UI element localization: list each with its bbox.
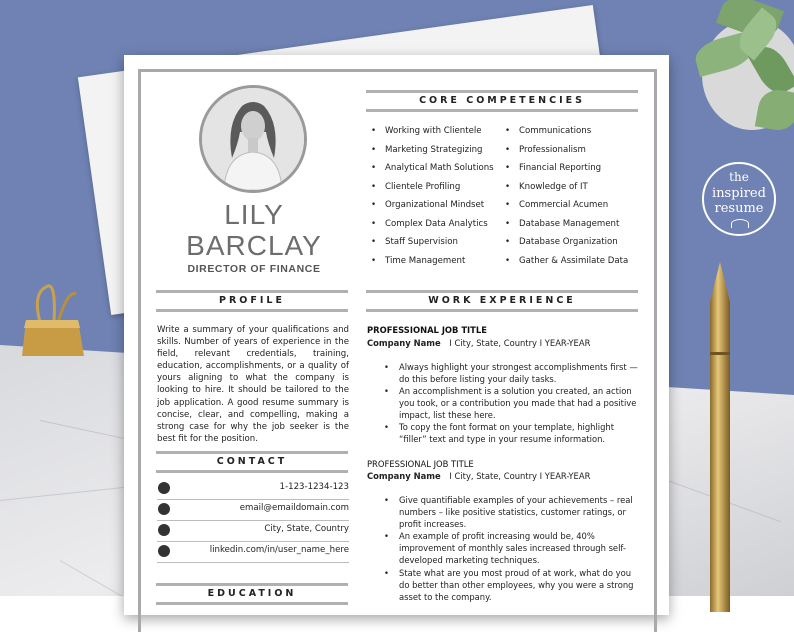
contact-email-row [157,500,349,521]
brand-logo-line1: the [729,170,749,184]
job-company-line [367,338,590,348]
education-heading: EDUCATION [156,583,348,605]
competency-item: • Database Organization [519,237,618,247]
gold-pen [707,262,733,612]
competency-item: • Staff Supervision [385,237,458,247]
competency-item: • Analytical Math Solutions [385,163,494,173]
contact-location-row [157,521,349,542]
linkedin-icon [158,545,170,557]
profile-photo [199,85,307,193]
candidate-first-name: LILY [224,199,284,230]
brand-logo-line2: inspired [712,186,766,201]
job-details: I City, State, Country I YEAR-YEAR [449,338,591,348]
competency-item: • Time Management [385,256,465,266]
job-title: PROFESSIONAL JOB TITLE [367,459,474,469]
contact-phone: 1-123-1234-123 [279,482,349,492]
competency-item: • Commercial Acumen [519,200,608,210]
work-experience-heading: WORK EXPERIENCE [366,290,638,312]
job-company: Company Name [367,338,441,348]
job-bullet: • To copy the font format on your template, highlight “filler” text and type in your resume information. [399,422,639,446]
competency-item: • Gather & Assimilate Data [519,256,628,266]
lotus-icon [731,219,749,228]
competency-item: • Professionalism [519,145,586,155]
job-bullet: • Always highlight your strongest accomplishments first —do this before listing your daily tasks. [399,362,639,386]
job-company-line [367,471,590,481]
contact-linkedin: linkedin.com/in/user_name_here [209,545,349,555]
job-title: PROFESSIONAL JOB TITLE [367,325,487,335]
job-details: I City, State, Country I YEAR-YEAR [449,471,591,481]
competency-item: • Communications [519,126,591,136]
contact-location: City, State, Country [264,524,349,534]
brand-logo [702,162,776,236]
binder-clip [22,282,84,356]
competency-item: • Complex Data Analytics [385,219,488,229]
resume-page [124,55,669,615]
email-icon [158,503,170,515]
competencies-heading: CORE COMPETENCIES [366,90,638,112]
phone-icon [158,482,170,494]
job-bullet: • An accomplishment is a solution you created, an action you took, or a contribution you made that had a positive impact, list these here. [399,386,639,421]
brand-logo-line3: resume [714,201,764,216]
profile-heading: PROFILE [156,290,348,312]
competency-item: • Financial Reporting [519,163,601,173]
competency-item: • Clientele Profiling [385,182,460,192]
job-bullet: • State what are you most proud of at work, what do you do better than other employees, why you were a strong asset to the company. [399,568,639,603]
job-company: Company Name [367,471,441,481]
competency-item: • Database Management [519,219,619,229]
contact-email: email@emaildomain.com [239,503,349,513]
contact-phone-row [157,479,349,500]
competency-item: • Working with Clientele [385,126,482,136]
competency-item: • Organizational Mindset [385,200,484,210]
location-pin-icon [158,524,170,536]
job-bullet: • Give quantifiable examples of your achievements – real numbers – like positive statistics, customer ratings, or profit increases. [399,495,639,530]
candidate-last-name: BARCLAY [186,230,322,261]
competency-item: • Knowledge of IT [519,182,588,192]
job-bullet: • An example of profit increasing would be, 40% improvement of monthly sales increased through self-developed marketing techniques. [399,531,639,566]
competency-item: • Marketing Strategizing [385,145,483,155]
person-portrait-icon [202,88,304,190]
candidate-job-title: DIRECTOR OF FINANCE [187,263,321,275]
profile-summary: Write a summary of your qualifications and skills. Number of years of experience in the field, relevant credentials, training, education, accomplishments, or a quality of yours aligning to what the company is looking to hire. It should be tailored to the job application. A good resume summary is concise, clear, and compelling, making a strong case for why the job seeker is the best fit for the position. [157,325,349,444]
contact-linkedin-row [157,542,349,563]
contact-heading: CONTACT [156,451,348,473]
